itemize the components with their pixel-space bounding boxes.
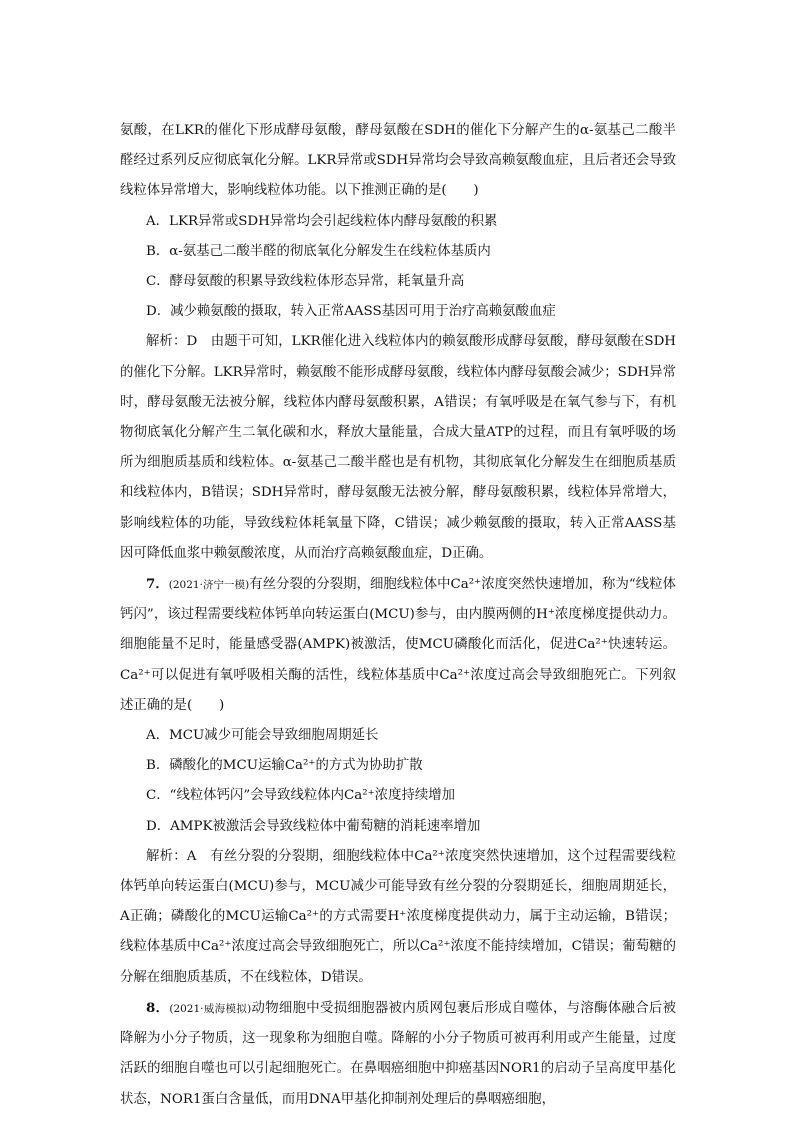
q6-option-b: B．α-氨基己二酸半醛的彻底氧化分解发生在线粒体基质内 — [146, 243, 491, 259]
q8-number: 8． — [146, 999, 170, 1016]
q7-stem: 有丝分裂的分裂期，细胞线粒体中Ca²⁺浓度突然快速增加，称为“线粒体钙闪”，该过程需要线粒体钙单向转运蛋白(MCU)参与，由内膜两侧的H⁺浓度梯度提供动力。细胞能量不足时，能量感受器(AMPK)被激活，使MCU磷酸化而活化，促进Ca²⁺快速转运。Ca²⁺可以促进有氧呼吸相关酶的活性，线粒体基质中Ca²⁺浓度过高会导致细胞死亡。下列叙述正确的是( ) — [120, 577, 676, 713]
q7-option-a: A．MCU减少可能会导致细胞周期延长 — [146, 728, 379, 744]
q6-option-d: D．减少赖氨酸的摄取，转入正常AASS基因可用于治疗高赖氨酸血症 — [146, 304, 556, 320]
q6-option-c: C．酵母氨酸的积累导致线粒体形态异常，耗氧量升高 — [146, 274, 465, 290]
q8-source: (2021·威海模拟) — [169, 1002, 252, 1015]
q6-stem-continued: 氨酸，在LKR的催化下形成酵母氨酸，酵母氨酸在SDH的催化下分解产生的α-氨基己二酸半醛经过系列反应彻底氧化分解。LKR异常或SDH异常均会导致高赖氨酸血症，且后者还会导致线粒体异常增大，影响线粒体功能。以下推测正确的是( ) — [120, 123, 677, 199]
q6-option-a: A．LKR异常或SDH异常均会引起线粒体内酵母氨酸的积累 — [146, 213, 498, 229]
q7-option-d: D．AMPK被激活会导致线粒体中葡萄糖的消耗速率增加 — [146, 818, 481, 834]
q8-question — [120, 993, 676, 1115]
document-page — [120, 116, 676, 1115]
q7-question — [120, 569, 676, 721]
q7-analysis: 解析：A 有丝分裂的分裂期，细胞线粒体中Ca²⁺浓度突然快速增加，这个过程需要线粒体钙单向转运蛋白(MCU)参与，MCU减少可能导致有丝分裂的分裂期延长，细胞周期延长，A正确；磷酸化的MCU运输Ca²⁺的方式需要H⁺浓度梯度提供动力，属于主动运输，B错误；线粒体基质中Ca²⁺浓度过高会导致细胞死亡，所以Ca²⁺浓度不能持续增加，C错误；葡萄糖的分解在细胞质基质，不在线粒体，D错误。 — [120, 848, 676, 985]
q8-stem: 动物细胞中受损细胞器被内质网包裹后形成自噬体，与溶酶体融合后被降解为小分子物质，这一现象称为细胞自噬。降解的小分子物质可被再利用或产生能量，过度活跃的细胞自噬也可以引起细胞死亡。在鼻咽癌细胞中抑癌基因NOR1的启动子呈高度甲基化状态，NOR1蛋白含量低，而用DNA甲基化抑制剂处理后的鼻咽癌细胞， — [120, 1000, 676, 1107]
q7-option-b: B．磷酸化的MCU运输Ca²⁺的方式为协助扩散 — [146, 758, 423, 774]
q6-analysis: 解析：D 由题干可知，LKR催化进入线粒体内的赖氨酸形成酵母氨酸，酵母氨酸在SDH的催化下分解。LKR异常时，赖氨酸不能形成酵母氨酸，线粒体内酵母氨酸会减少；SDH异常时，酵母氨酸无法被分解，线粒体内酵母氨酸积累，A错误；有氧呼吸是在氧气参与下，有机物彻底氧化分解产生二氧化碳和水，释放大量能量，合成大量ATP的过程，而且有氧呼吸的场所为细胞质基质和线粒体。α-氨基己二酸半醛也是有机物，其彻底氧化分解发生在细胞质基质和线粒体内，B错误；SDH异常时，酵母氨酸无法被分解，酵母氨酸积累，线粒体异常增大，影响线粒体的功能，导致线粒体耗氧量下降，C错误；减少赖氨酸的摄取，转入正常AASS基因可降低血浆中赖氨酸浓度，从而治疗高赖氨酸血症，D正确。 — [120, 334, 677, 561]
q7-number: 7． — [146, 576, 169, 593]
q7-option-c: C．“线粒体钙闪”会导致线粒体内Ca²⁺浓度持续增加 — [146, 788, 456, 804]
q7-source: (2021·济宁一模) — [168, 579, 250, 592]
